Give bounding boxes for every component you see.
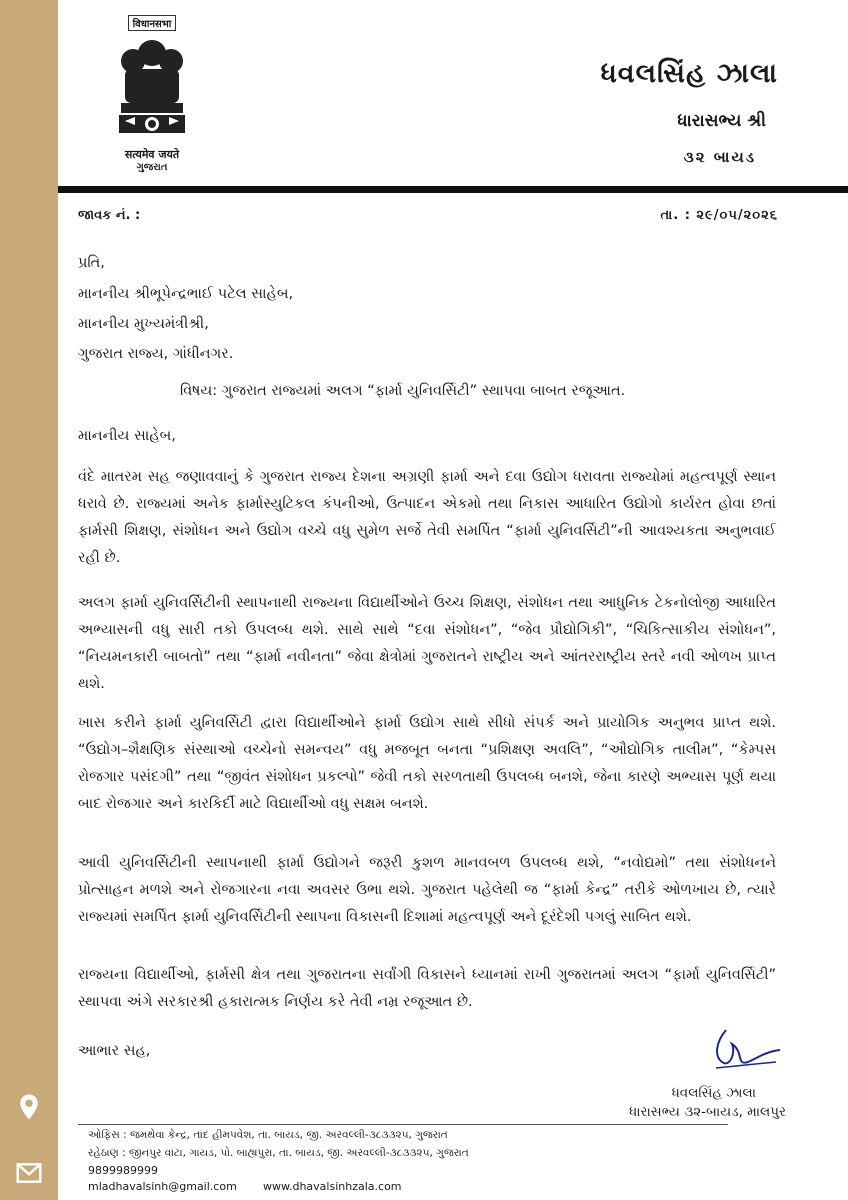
footer-email: mladhavalsinh@gmail.com: [88, 1180, 237, 1193]
addressee-to: પ્રતિ,: [78, 255, 105, 271]
addressee-line1: માનનીય શ્રીભૂપેન્દ્રભાઈ પટેલ સાહેબ,: [78, 286, 294, 302]
handwritten-signature: [686, 1022, 782, 1080]
signatory-title: ધારાસભ્ય ૩૨-બાયડ, માલપુર: [629, 1104, 786, 1120]
closing: આભાર સહ,: [78, 1043, 151, 1059]
footer-website: www.dhavalsinhzala.com: [263, 1180, 402, 1193]
emblem: [96, 12, 208, 182]
paragraph-1: વંદે માતરમ સહ જણાવવાનું કે ગુજરાત રાજ્ય દેશના અગ્રણી ફાર્મા અને દવા ઉદ્યોગ ધરાવતા રાજ્યોમાં મહત્વપૂર્ણ સ્થાન ધરાવે છે. રાજ્યમાં અનેક ફાર્માસ્યુટિકલ કંપનીઓ, ઉત્પાદન એકમો તથા નિકાસ આધારિત ઉદ્યોગો કાર્યરત હોવા છતાં ફાર્મસી શિક્ષણ, સંશોધન અને ઉદ્યોગ વચ્ચે વધુ સુમેળ સર્જે તેવી સમર્પિત “ફાર્મા યુનિવર્સિટી”ની આવશ્યકતા અનુભવાઈ રહી છે.: [78, 469, 776, 566]
paragraph-5: રાજ્યના વિદ્યાર્થીઓ, ફાર્મસી ક્ષેત્ર તથા ગુજરાતના સર્વાંગી વિકાસને ધ્યાનમાં રાખી ગુજરાતમાં અલગ “ફાર્મા યુનિવર્સિટી” સ્થાપવા અંગે સરકારશ્રી હકારાત્મક નિર્ણય કરે તેવી નમ્ર રજૂઆત છે.: [78, 967, 776, 1010]
addressee-line2: માનનીય મુખ્યમંત્રીશ્રી,: [78, 316, 209, 332]
constituency: ૩૨ બાયડ: [683, 148, 756, 166]
email-icon: [14, 1158, 44, 1188]
outward-number-label: જાવક નં. :: [78, 208, 141, 223]
emblem-motto: सत्यमेव जयते: [124, 148, 180, 161]
footer-phone: 9899989999: [88, 1164, 158, 1177]
emblem-top-text: विधानसभा: [128, 15, 177, 31]
paragraph-3: ખાસ કરીને ફાર્મા યુનિવર્સિટી દ્વારા વિદ્યાર્થીઓને ફાર્મા ઉદ્યોગ સાથે સીધો સંપર્ક અને પ્રાયોગિક અનુભવ પ્રાપ્ત થશે. “ઉદ્યોગ–શૈક્ષણિક સંસ્થાઓ વચ્ચેનો સમન્વય” વધુ મજબૂત બનતા “પ્રશિક્ષણ અવલિ”, “ઔદ્યોગિક તાલીમ”, “કેમ્પસ રોજગાર પસંદગી” તથા “જીવંત સંશોધન પ્રકલ્પો” જેવી તકો સરળતાથી ઉપલબ્ધ બનશે, જેના કારણે અભ્યાસ પૂર્ણ થયા બાદ રોજગાર અને કારકિર્દી માટે વિદ્યાર્થીઓ વધુ સક્ષમ બનશે.: [78, 715, 776, 812]
decorative-sidebar: [0, 0, 58, 1200]
signatory-name: ધવલસિંહ ઝાલા: [671, 1085, 756, 1101]
paragraph-2: અલગ ફાર્મા યુનિવર્સિટીની સ્થાપનાથી રાજ્યના વિદ્યાર્થીઓને ઉચ્ચ શિક્ષણ, સંશોધન તથા આધુનિક ટેકનોલોજી આધારિત અભ્યાસની વધુ સારી તકો ઉપલબ્ધ થશે. સાથે સાથે “દવા સંશોધન”, “જેવ પ્રૌદ્યોગિકી”, “ચિકિત્સાકીય સંશોધન”, “નિયમનકારી બાબતો” તથા “ફાર્મા નવીનતા” જેવા ક્ષેત્રોમાં ગુજરાતને રાષ્ટ્રીય અને આંતરરાષ્ટ્રીય સ્તરે નવી ઓળખ પ્રાપ્ત થશે.: [78, 595, 776, 692]
footer-rule: [78, 1124, 728, 1125]
footer-residence-address: રહેઠાણ : જીનપુર વાંટા, ગાયડ, પો. બાહ્યપુરા, તા. બાયડ, જી. અરવલ્લી-૩૮૩૩૨૫, ગુજરાત: [88, 1147, 469, 1159]
header-rule: [58, 186, 848, 193]
paragraph-4: આવી યુનિવર્સિટીની સ્થાપનાથી ફાર્મા ઉદ્યોગને જરૂરી કુશળ માનવબળ ઉપલબ્ધ થશે, “નવોદ્યમો” તથા સંશોધનને પ્રોત્સાહન મળશે અને રોજગારના નવા અવસર ઉભા થશે. ગુજરાત પહેલેથી જ “ફાર્મા કેન્દ્ર” તરીકે ઓળખાય છે, ત્યારે રાજ્યમાં સમર્પિત ફાર્મા યુનિવર્સિટીની સ્થાપના વિકાસની દિશામાં મહત્વપૂર્ણ અને દૂરંદેશી પગલું સાબિત થશે.: [78, 855, 776, 925]
letter-date: તા. : ૨૯/૦૫/૨૦૨૬: [660, 208, 778, 223]
letterhead-page: [58, 0, 848, 1200]
mla-name: ધવલસિંહ ઝાલા: [600, 58, 778, 89]
mla-title: ધારાસભ્ય શ્રી: [677, 111, 766, 131]
salutation: માનનીય સાહેબ,: [78, 428, 176, 444]
footer-office-address: ઓફિસ : જમથેવા કેન્દ્ર, તાંદ હીમપવેશ, તા. બાયડ, જી. અરવલ્લી-૩૮૩૩૨૫, ગુજરાત: [88, 1129, 448, 1141]
emblem-state: ગુજરાત: [136, 162, 168, 173]
lion-capital-icon: [107, 31, 197, 141]
addressee-line3: ગુજરાત રાજ્ય, ગાંધીનગર.: [78, 346, 234, 362]
subject-line: વિષય: ગુજરાત રાજ્યમાં અલગ “ફાર્મા યુનિવર્સિટી” સ્થાપવા બાબત રજૂઆત.: [180, 383, 626, 399]
location-pin-icon: [14, 1092, 44, 1122]
